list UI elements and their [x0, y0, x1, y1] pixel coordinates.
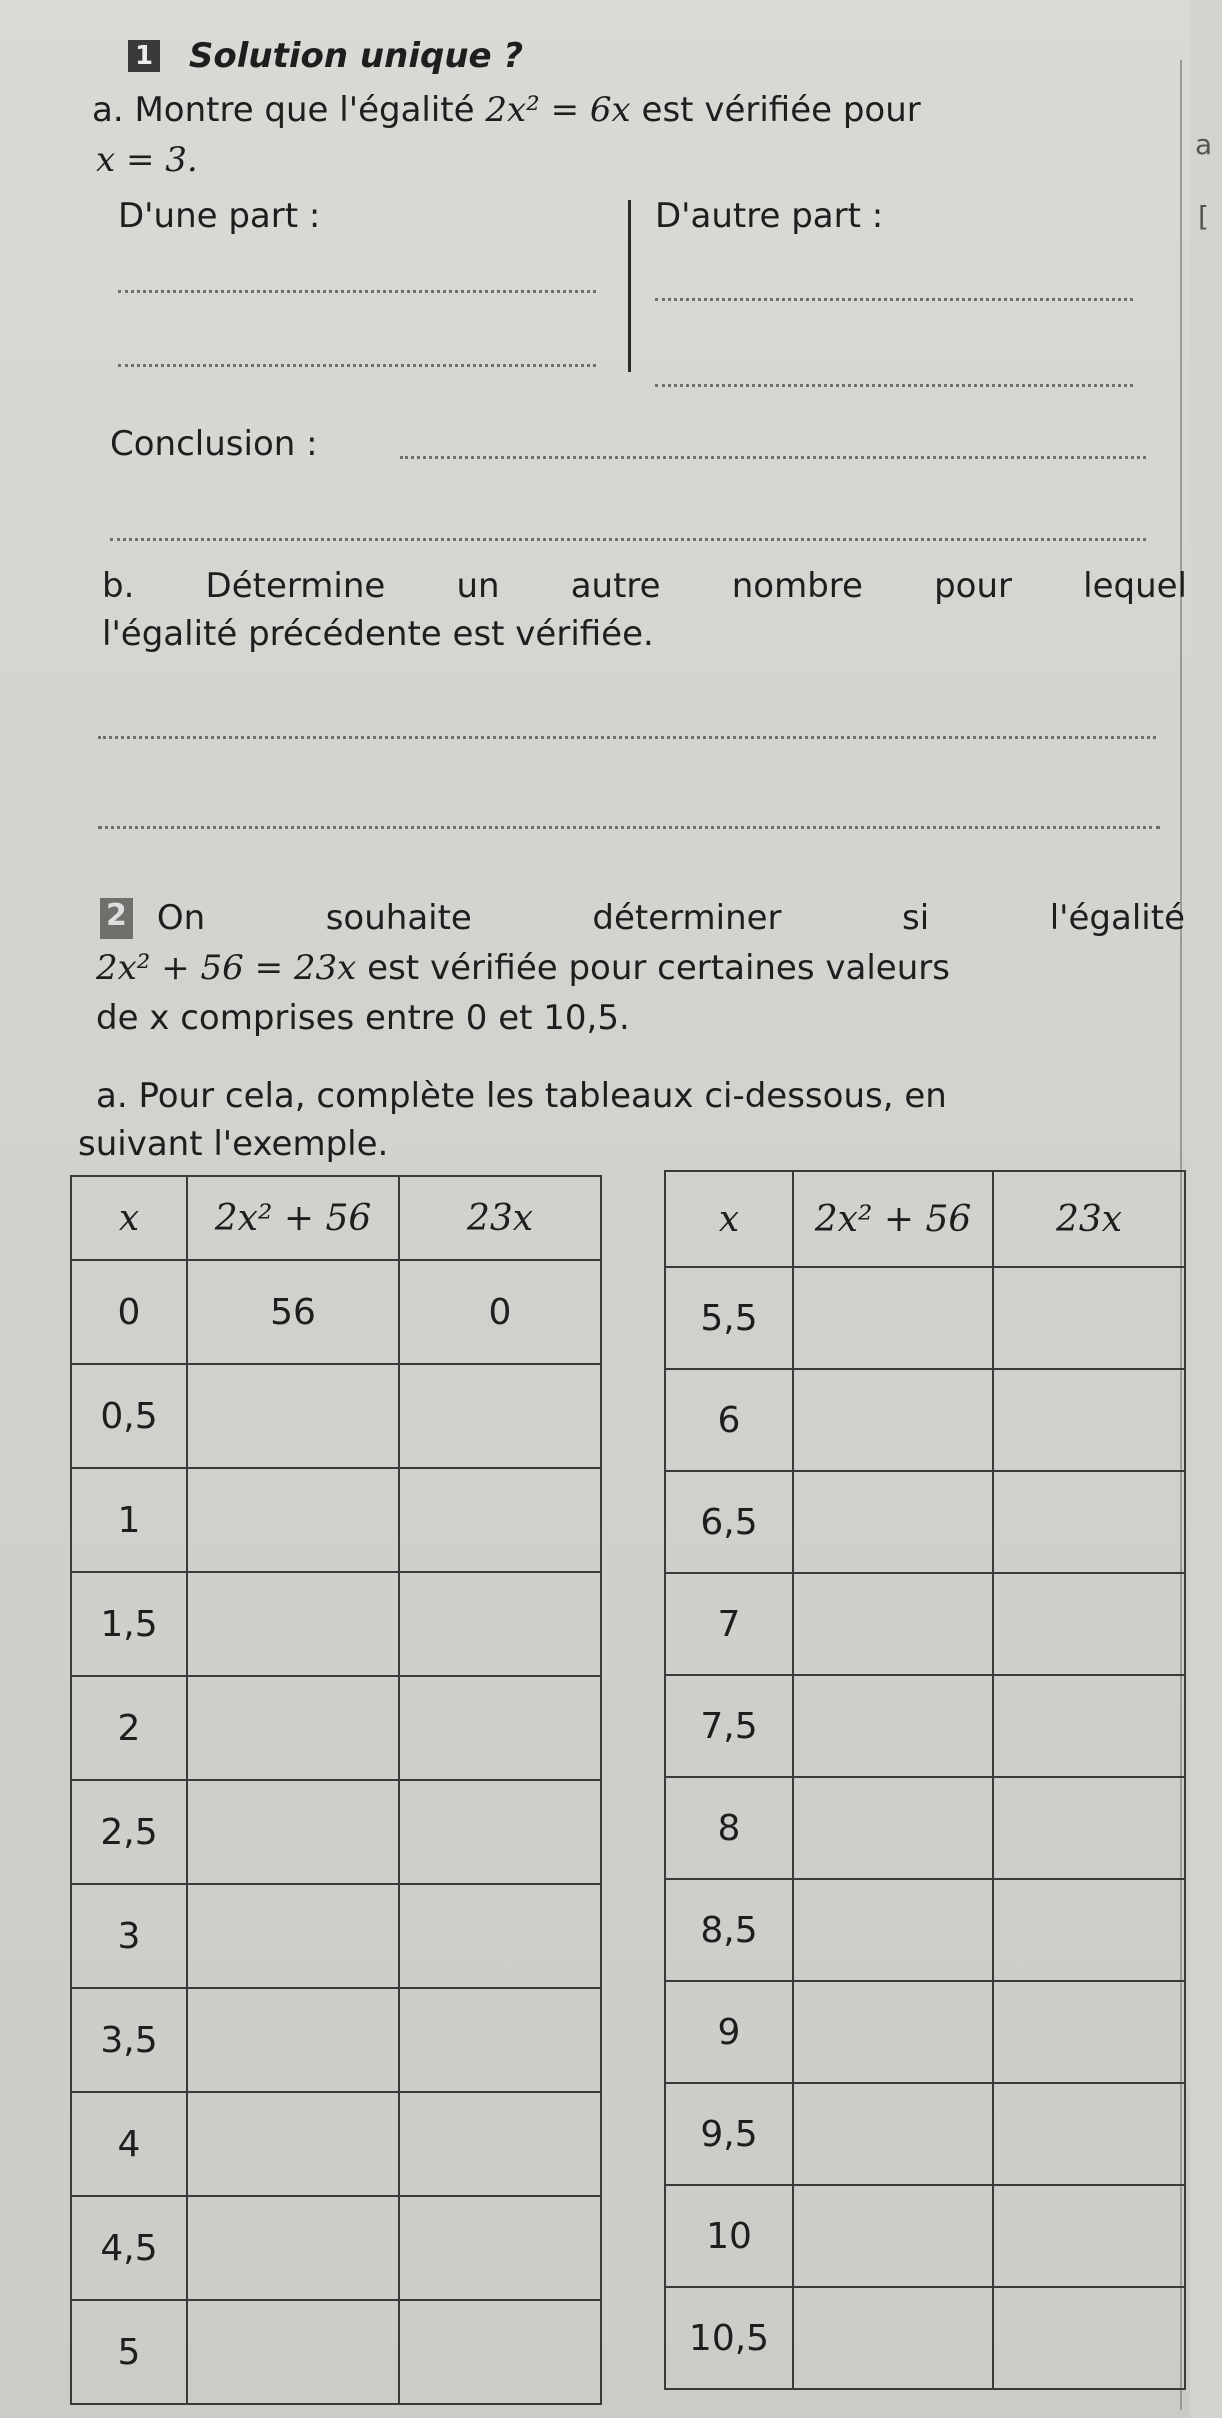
d-autre-part-label: D'autre part : [655, 196, 884, 236]
d-une-part-label: D'une part : [118, 196, 321, 236]
values-table-left [70, 1175, 602, 2405]
exercise-number-badge: 1 [128, 40, 160, 72]
exercise-1-title: Solution unique ? [188, 36, 524, 76]
table-row [665, 1471, 1185, 1573]
table-row [665, 1369, 1185, 1471]
exercise-2-part-a-line-1: a. Pour cela, complète les tableaux ci-dessous, en [96, 1076, 947, 1116]
cell-23x[interactable] [399, 2300, 601, 2404]
part-b-line-2: l'égalité précédente est vérifiée. [102, 614, 654, 654]
part-b-line-1: b. Détermine un autre nombre pour lequel [102, 566, 1187, 606]
table-row [71, 1572, 601, 1676]
cell-x: 8 [665, 1777, 793, 1879]
table-row [665, 1981, 1185, 2083]
cell-23x[interactable] [993, 1267, 1185, 1369]
cell-23x[interactable] [399, 1676, 601, 1780]
cell-2x2-plus-56[interactable] [793, 2185, 993, 2287]
table-row [665, 1675, 1185, 1777]
table-row [71, 1988, 601, 2092]
cell-2x2-plus-56[interactable] [793, 1267, 993, 1369]
cell-23x[interactable] [399, 1572, 601, 1676]
header-2x2-plus-56: 2x² + 56 [187, 1176, 399, 1260]
exercise-2-intro-cont: est vérifiée pour certaines valeurs [367, 948, 950, 988]
exercise-2-line-1 [100, 898, 1185, 939]
table-row [665, 1777, 1185, 1879]
cell-x: 1 [71, 1468, 187, 1572]
cell-x: 4,5 [71, 2196, 187, 2300]
answer-line [98, 826, 1160, 829]
table-row [71, 1676, 601, 1780]
cell-x: 0 [71, 1260, 187, 1364]
table-row [665, 1879, 1185, 1981]
cell-23x[interactable] [993, 1573, 1185, 1675]
cell-23x[interactable] [399, 1884, 601, 1988]
cell-2x2-plus-56[interactable] [187, 2092, 399, 2196]
cell-x: 6 [665, 1369, 793, 1471]
cell-23x[interactable] [993, 2287, 1185, 2389]
cell-23x[interactable] [399, 2196, 601, 2300]
answer-line [655, 384, 1133, 387]
condition: x = 3. [96, 140, 198, 180]
answer-line [118, 364, 596, 367]
table-header-row [665, 1171, 1185, 1267]
cell-2x2-plus-56[interactable] [793, 1573, 993, 1675]
values-table-right [664, 1170, 1186, 2390]
cell-2x2-plus-56[interactable] [793, 1675, 993, 1777]
cell-23x[interactable] [993, 2083, 1185, 2185]
table-row [71, 1884, 601, 1988]
part-a-suffix: est vérifiée pour [641, 90, 921, 130]
table-row [71, 2196, 601, 2300]
exercise-2-line-2 [96, 948, 950, 989]
cell-x: 7,5 [665, 1675, 793, 1777]
exercise-2-intro: On souhaite déterminer si l'égalité [156, 898, 1185, 938]
table-row [71, 1364, 601, 1468]
cell-2x2-plus-56[interactable] [187, 1676, 399, 1780]
cell-2x2-plus-56[interactable] [187, 2196, 399, 2300]
cell-x: 10,5 [665, 2287, 793, 2389]
answer-line [400, 456, 1146, 459]
cell-2x2-plus-56[interactable] [187, 1884, 399, 1988]
cell-23x[interactable]: 0 [399, 1260, 601, 1364]
exercise-number-badge: 2 [100, 898, 133, 939]
answer-line [655, 298, 1133, 301]
cell-2x2-plus-56[interactable] [793, 1879, 993, 1981]
cell-x: 5,5 [665, 1267, 793, 1369]
table-row [665, 1573, 1185, 1675]
cell-x: 1,5 [71, 1572, 187, 1676]
cell-2x2-plus-56[interactable] [793, 2083, 993, 2185]
table-row [665, 1267, 1185, 1369]
conclusion-label: Conclusion : [110, 424, 318, 464]
part-a-statement [92, 90, 921, 131]
answer-line [98, 736, 1156, 739]
exercise-2-part-a-line-2: suivant l'exemple. [78, 1124, 389, 1164]
cell-x: 8,5 [665, 1879, 793, 1981]
cell-23x[interactable] [993, 1981, 1185, 2083]
column-separator [628, 200, 631, 372]
header-x: x [71, 1176, 187, 1260]
cell-2x2-plus-56[interactable] [793, 2287, 993, 2389]
header-x: x [665, 1171, 793, 1267]
cell-23x[interactable] [399, 1780, 601, 1884]
cell-23x[interactable] [399, 2092, 601, 2196]
table-row [71, 1468, 601, 1572]
table-row [71, 1780, 601, 1884]
cell-2x2-plus-56[interactable] [187, 1780, 399, 1884]
cell-x: 0,5 [71, 1364, 187, 1468]
cell-23x[interactable] [399, 1468, 601, 1572]
cell-2x2-plus-56[interactable] [187, 1468, 399, 1572]
cell-2x2-plus-56[interactable] [187, 1364, 399, 1468]
table-header-row [71, 1176, 601, 1260]
cell-23x[interactable] [993, 1777, 1185, 1879]
cell-2x2-plus-56[interactable] [793, 1981, 993, 2083]
margin-glyph: a [1195, 128, 1213, 161]
cell-2x2-plus-56[interactable] [187, 1572, 399, 1676]
cell-x: 9,5 [665, 2083, 793, 2185]
cell-2x2-plus-56[interactable]: 56 [187, 1260, 399, 1364]
answer-line [110, 538, 1146, 541]
cell-2x2-plus-56[interactable] [187, 2300, 399, 2404]
header-23x: 23x [399, 1176, 601, 1260]
margin-glyph: [ [1198, 200, 1209, 233]
table-row [71, 2092, 601, 2196]
cell-23x[interactable] [993, 1675, 1185, 1777]
cell-x: 10 [665, 2185, 793, 2287]
part-a-prefix: a. Montre que l'égalité [92, 90, 475, 130]
cell-23x[interactable] [993, 1471, 1185, 1573]
table-row [665, 2083, 1185, 2185]
cell-x: 2,5 [71, 1780, 187, 1884]
table-row [665, 2185, 1185, 2287]
cell-23x[interactable] [993, 1879, 1185, 1981]
answer-line [118, 290, 596, 293]
cell-23x[interactable] [399, 1988, 601, 2092]
cell-23x[interactable] [399, 1364, 601, 1468]
cell-23x[interactable] [993, 1369, 1185, 1471]
header-23x: 23x [993, 1171, 1185, 1267]
cell-2x2-plus-56[interactable] [793, 1369, 993, 1471]
table-row [665, 2287, 1185, 2389]
equation: 2x² = 6x [485, 90, 631, 130]
header-2x2-plus-56: 2x² + 56 [793, 1171, 993, 1267]
cell-x: 3 [71, 1884, 187, 1988]
table-row [71, 2300, 601, 2404]
exercise-2-line-3: de x comprises entre 0 et 10,5. [96, 998, 630, 1038]
cell-x: 7 [665, 1573, 793, 1675]
cell-x: 5 [71, 2300, 187, 2404]
equation: 2x² + 56 = 23x [96, 948, 357, 988]
cell-2x2-plus-56[interactable] [793, 1471, 993, 1573]
cell-2x2-plus-56[interactable] [793, 1777, 993, 1879]
cell-x: 3,5 [71, 1988, 187, 2092]
exercise-1-heading [128, 36, 523, 77]
cell-2x2-plus-56[interactable] [187, 1988, 399, 2092]
cell-x: 4 [71, 2092, 187, 2196]
cell-x: 6,5 [665, 1471, 793, 1573]
cell-x: 9 [665, 1981, 793, 2083]
table-row [71, 1260, 601, 1364]
cell-23x[interactable] [993, 2185, 1185, 2287]
cell-x: 2 [71, 1676, 187, 1780]
